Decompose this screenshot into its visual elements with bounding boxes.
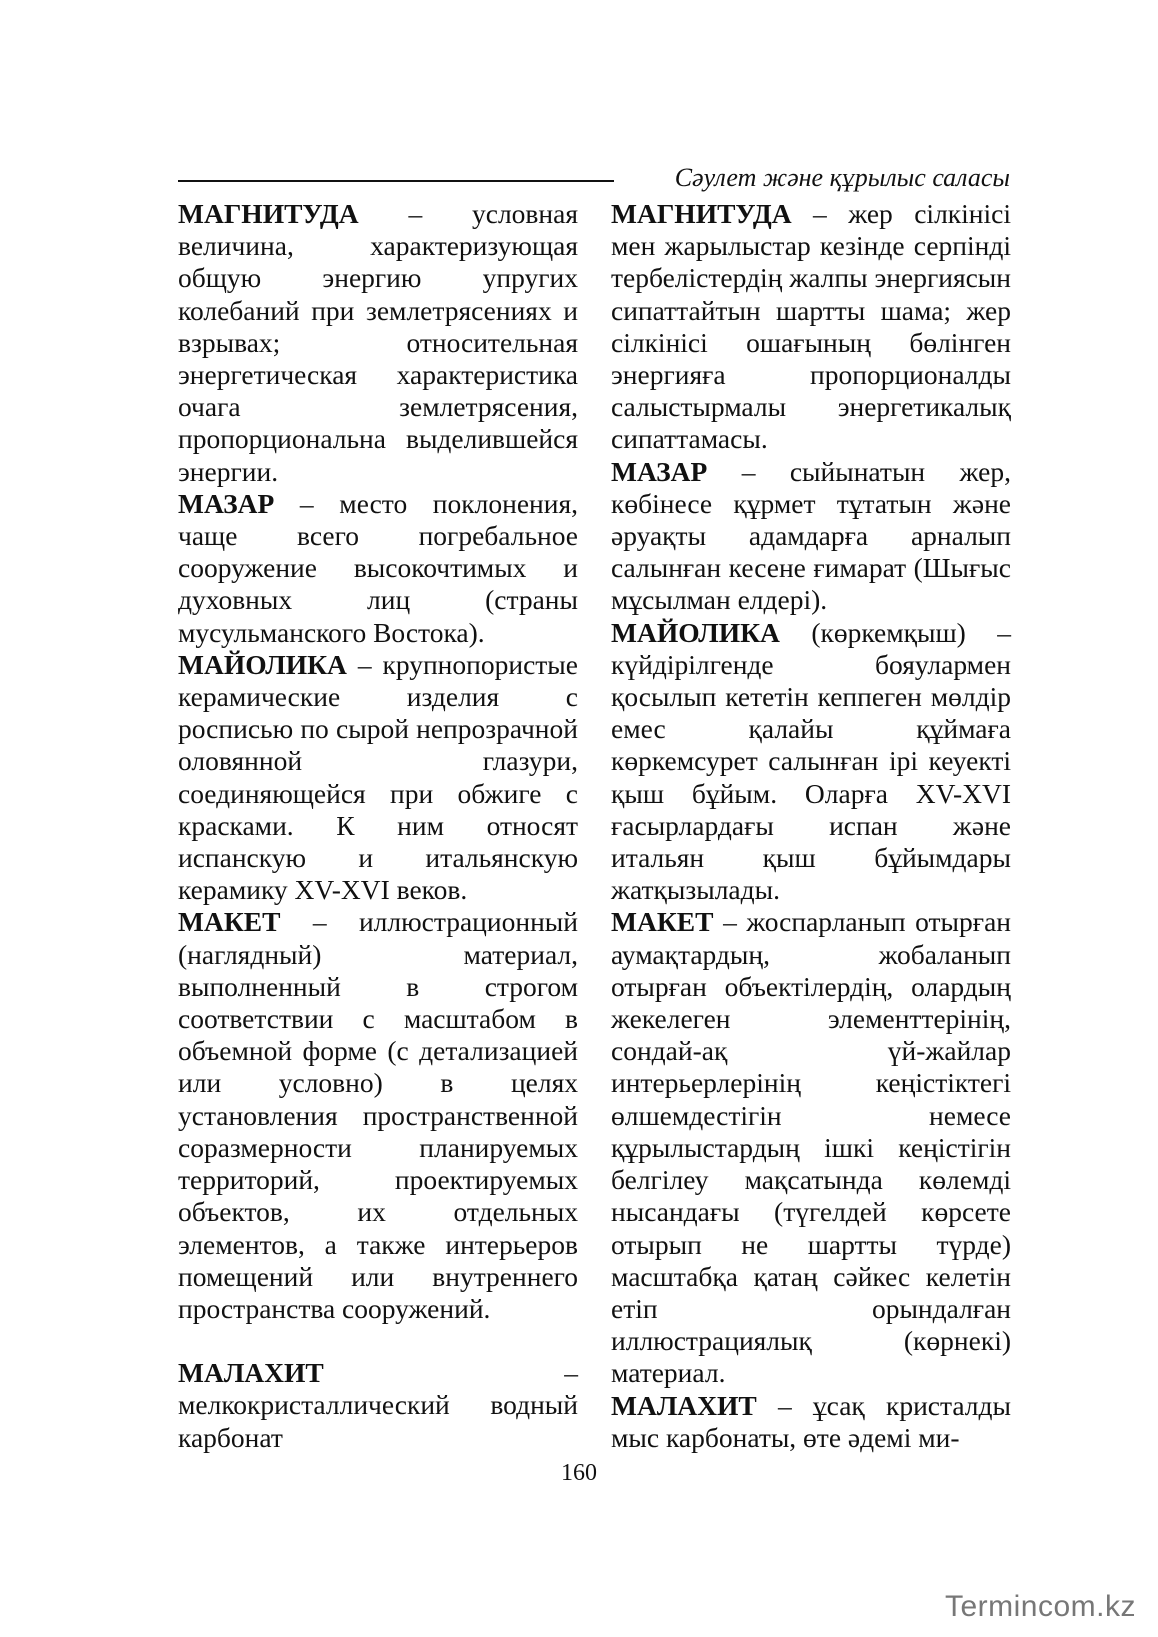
entry-term: МАЙОЛИКА	[178, 648, 347, 680]
entry-definition: – крупнопористые керамические изделия с росписью по сырой непрозрачной оловянной глазури, соединяющейся при обжиге с красками. К ним относят испанскую и итальянскую керамику XV-XVI веков.	[178, 648, 578, 906]
entry-definition: – жоспарланып отырған аумақтардың, жобаланып отырған объектілердің, олардың жекелеген элементтерінің, сондай-ақ үй-жайлар интерьерлерінің кеңістіктегі өлшемдестігін немесе құрылыстардың ішкі кеңістігін белгілеу мақсатында көлемді нысандағы (түгелдей көрсете отырып не шартты түрде) масштабқа қатаң сәйкес келетін етіп орындалған иллюстрациялық (көрнекі) материал.	[611, 906, 1011, 1389]
entry-malakhit-kk	[611, 1390, 1011, 1454]
entry-term: МАГНИТУДА	[178, 198, 359, 229]
entry-maket-kk	[611, 906, 1011, 1389]
kazakh-column	[611, 198, 1011, 1454]
entry-maiolika-kk	[611, 617, 1011, 907]
entry-mazar-kk	[611, 456, 1011, 617]
watermark-logo: Termincom.kz	[944, 1590, 1136, 1623]
entry-definition: – условная величина, характеризующая общую энергию упругих колебаний при землетрясениях и взрывах; относительная энергетическая характеристика очага землетрясения, пропорциональна выделившейся энергии.	[178, 198, 578, 487]
entry-definition: – иллюстрационный (наглядный) материал, выполненный в строгом соответствии с масштабом в объемной форме (с детализацией или условно) в целях установления пространственной соразмерности планируемых территорий, проектируемых объектов, их отдельных элементов, а также интерьеров помещений или внутреннего пространства сооружений.	[178, 906, 578, 1324]
entry-term: МАЙОЛИКА	[611, 616, 780, 648]
entry-definition: – ұсақ кристалды мыс карбонаты, өте әдемі ми-	[611, 1389, 1011, 1453]
entry-term: МАГНИТУДА	[611, 198, 792, 229]
page-number: 160	[561, 1460, 597, 1486]
entry-definition: – мелкокристаллический водный карбонат	[178, 1357, 578, 1453]
entry-term: МАЗАР	[611, 455, 708, 487]
entry-term: МАЗАР	[178, 487, 275, 519]
entry-mazar-ru	[178, 488, 578, 649]
entry-definition: – жер сілкінісі мен жарылыстар кезінде серпінді тербелістердің жалпы энергиясын сипаттайтын шартты шама; жер сілкінісі ошағының бөлінген энергияға пропорционалды салыстырмалы энергетикалық сипаттамасы.	[611, 198, 1011, 455]
running-header	[178, 162, 1010, 194]
entry-term: МАЛАХИТ	[178, 1357, 324, 1389]
entry-definition: – сыйынатын жер, көбінесе құрмет тұтатын және әруақты адамдарға арналып салынған кесене ғимарат (Шығыс мұсылман елдері).	[611, 455, 1011, 616]
entry-maket-ru	[178, 906, 578, 1325]
entry-term: МАКЕТ	[611, 906, 714, 938]
entry-definition: (көркемқыш) – күйдірілгенде бояулармен қосылып кететін кеппеген мөлдір емес қалайы құймаға көркемсурет салынған ірі кеуекті қыш бұйым. Оларға XV-XVI ғасырлардағы испан және итальян қыш бұйымдары жатқызылады.	[611, 616, 1011, 906]
entry-term: МАКЕТ	[178, 906, 281, 938]
entry-magnituda-ru	[178, 198, 578, 488]
header-title: Сәулет және құрылыс саласы	[674, 163, 1010, 192]
russian-column	[178, 198, 578, 1454]
header-rule	[178, 180, 614, 182]
entry-magnituda-kk	[611, 198, 1011, 456]
entry-maiolika-ru	[178, 649, 578, 907]
entry-term: МАЛАХИТ	[611, 1389, 757, 1421]
entry-malakhit-ru	[178, 1357, 578, 1454]
entry-definition: – место поклонения, чаще всего погребальное сооружение высокочтимых и духовных лиц (страны мусульманского Востока).	[178, 487, 578, 648]
